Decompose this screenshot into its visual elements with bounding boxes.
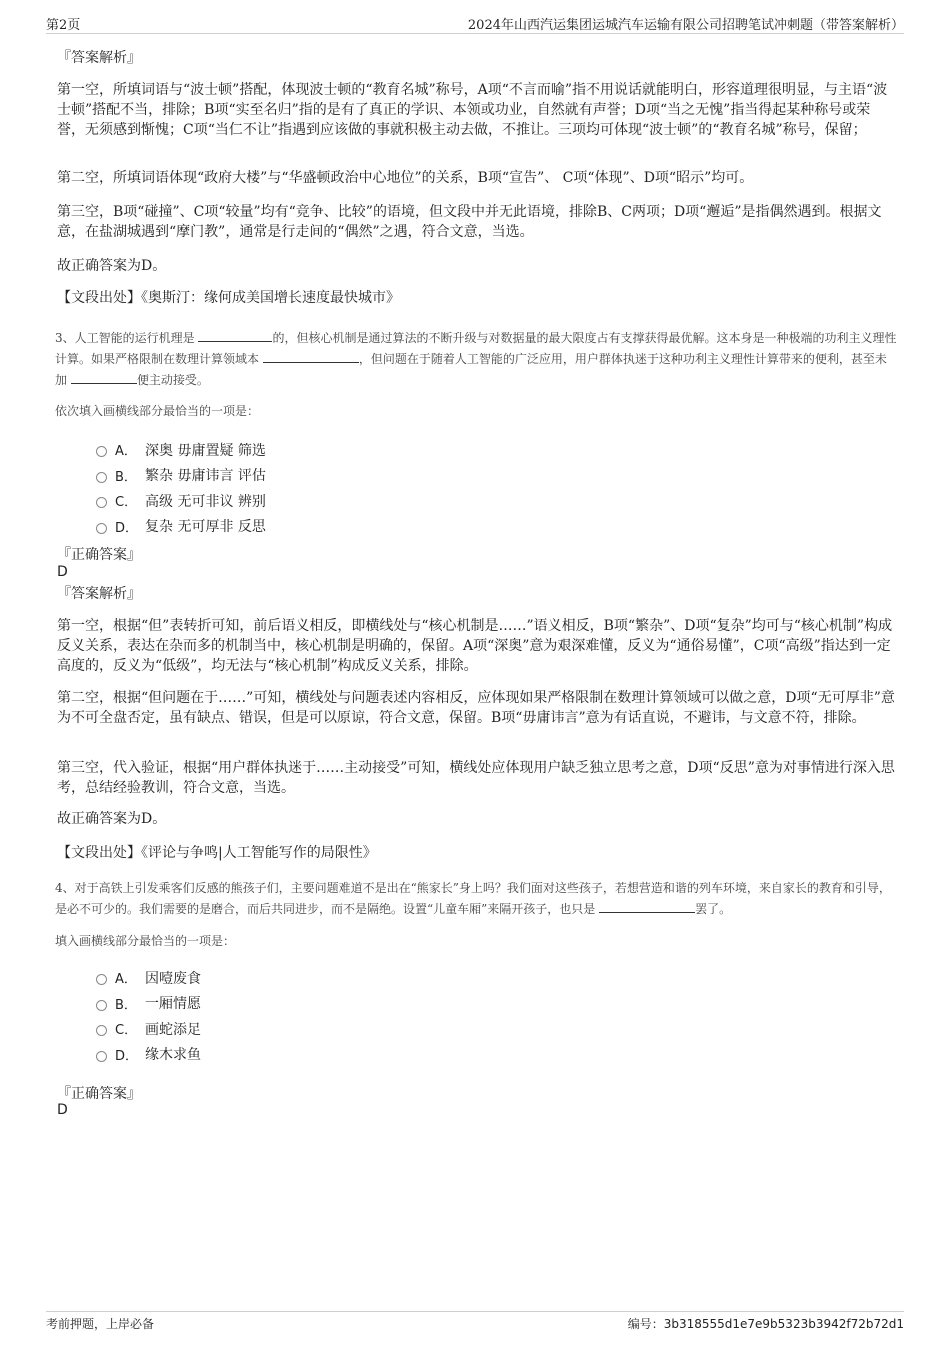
option-d[interactable]: D． 缘木求鱼 [96, 1042, 201, 1068]
analysis-paragraph-1: 第一空，所填词语与“波士顿”搭配，体现波士顿的“教育名城”称号，A项“不言而喻”指不用说话就能明白，形容道理很明显，与主语“波士顿”搭配不当，排除；B项“实至名归”指的是有了真正的学识、本领或功业，自然就有声誉；D项“当之无愧”指当得起某种称号或荣誉，无须感到惭愧；C项“当仁不让”指遇到应该做的事就积极主动去做，不推让。三项均可体现“波士顿”的“教育名城”称号，保留； [57, 82, 888, 138]
option-c[interactable]: C． 高级 无可非议 辨别 [96, 488, 266, 514]
correct-answer-value: D [57, 564, 68, 580]
option-a[interactable]: A． 因噎废食 [96, 965, 201, 991]
analysis-conclusion: 故正确答案为D。 [57, 811, 167, 827]
footer-slogan: 考前押题，上岸必备 [46, 1317, 155, 1331]
question-4-options [96, 965, 201, 1067]
radio-icon[interactable] [96, 472, 107, 483]
radio-icon[interactable] [96, 974, 107, 985]
source-citation: 【文段出处】《评论与争鸣|人工智能写作的局限性》 [57, 845, 377, 861]
question-3-options [96, 437, 266, 539]
correct-answer-label: 『正确答案』 [57, 547, 141, 563]
correct-answer-value: D [57, 1102, 68, 1118]
radio-icon[interactable] [96, 497, 107, 508]
option-c[interactable]: C． 画蛇添足 [96, 1016, 201, 1042]
correct-answer-label: 『正确答案』 [57, 1086, 141, 1102]
blank-line [71, 370, 137, 384]
analysis-label: 『答案解析』 [57, 50, 141, 66]
question-3-text: 3、人工智能的运行机理是 的，但核心机制是通过算法的不断升级与对数据量的最大限度占有支撑获得最优解。这本身是一种极端的功利主义理性计算。如果严格限制在数理计算领域本 ，但问题在于随着人工智能的广泛应用，用户群体执迷于这种功利主义理性计算带来的便利，甚至未加 便主动接受。 [55, 328, 897, 391]
option-a[interactable]: A． 深奥 毋庸置疑 筛选 [96, 437, 266, 463]
analysis-paragraph-2: 第二空，所填词语体现“政府大楼”与“华盛顿政治中心地位”的关系，B项“宣告”、 C项“体现”、D项“昭示”均可。 [57, 170, 754, 186]
analysis-label: 『答案解析』 [57, 586, 141, 602]
radio-icon[interactable] [96, 1000, 107, 1011]
page-footer [46, 1315, 904, 1333]
radio-icon[interactable] [96, 1025, 107, 1036]
radio-icon[interactable] [96, 446, 107, 457]
page-number: 第2页 [46, 18, 81, 33]
analysis-conclusion: 故正确答案为D。 [57, 258, 167, 274]
document-code: 编号：3b318555d1e7e9b5323b3942f72b72d1 [627, 1317, 904, 1331]
blank-line [198, 328, 272, 342]
radio-icon[interactable] [96, 523, 107, 534]
analysis-paragraph-2: 第二空，根据“但问题在于……”可知，横线处与问题表述内容相反，应体现如果严格限制在数理计算领域可以做之意，D项“无可厚非”意为不可全盘否定，虽有缺点、错误，但是可以原谅，符合文意，保留。B项“毋庸讳言”意为有话直说，不避讳，与文意不符，排除。 [57, 690, 895, 726]
option-d[interactable]: D． 复杂 无可厚非 反思 [96, 514, 266, 540]
option-b[interactable]: B． 一厢情愿 [96, 991, 201, 1017]
radio-icon[interactable] [96, 1051, 107, 1062]
question-3-instruction: 依次填入画横线部分最恰当的一项是： [55, 404, 260, 418]
question-4-text: 4、对于高铁上引发乘客们反感的熊孩子们，主要问题难道不是出在“熊家长”身上吗？我们面对这些孩子，若想营造和谐的列车环境，来自家长的教育和引导，是必不可少的。我们需要的是磨合，而后共同进步，而不是隔绝。设置“儿童车厢”来隔开孩子，也只是 罢了。 [55, 881, 891, 916]
analysis-paragraph-3: 第三空，B项“碰撞”、C项“较量”均有“竞争、比较”的语境，但文段中并无此语境，排除B、C两项；D项“邂逅”是指偶然遇到。根据文意，在盐湖城遇到“摩门教”，通常是行走间的“偶然”之遇，符合文意，当选。 [57, 204, 882, 240]
page-header [46, 14, 904, 32]
analysis-paragraph-3: 第三空，代入验证，根据“用户群体执迷于……主动接受”可知，横线处应体现用户缺乏独立思考之意，D项“反思”意为对事情进行深入思考，总结经验教训，符合文意，当选。 [57, 760, 895, 796]
question-4-instruction: 填入画横线部分最恰当的一项是： [55, 934, 236, 948]
analysis-paragraph-1: 第一空，根据“但”表转折可知，前后语义相反，即横线处与“核心机制是……”语义相反，B项“繁杂”、D项“复杂”均可与“核心机制”构成反义关系，表达在杂而多的机制当中，核心机制是明确的，保留。A项“深奥”意为艰深难懂，反义为“通俗易懂”，C项“高级”指达到一定高度的，反义为“低级”，均无法与“核心机制”构成反义关系，排除。 [57, 618, 893, 674]
blank-line [599, 899, 695, 913]
option-b[interactable]: B． 繁杂 毋庸讳言 评估 [96, 463, 266, 489]
footer-divider [46, 1311, 904, 1312]
blank-line [263, 349, 359, 363]
source-citation: 【文段出处】《奥斯汀：缘何成美国增长速度最快城市》 [57, 290, 400, 306]
header-divider [46, 33, 904, 34]
document-title: 2024年山西汽运集团运城汽车运输有限公司招聘笔试冲刺题（带答案解析） [467, 18, 904, 33]
